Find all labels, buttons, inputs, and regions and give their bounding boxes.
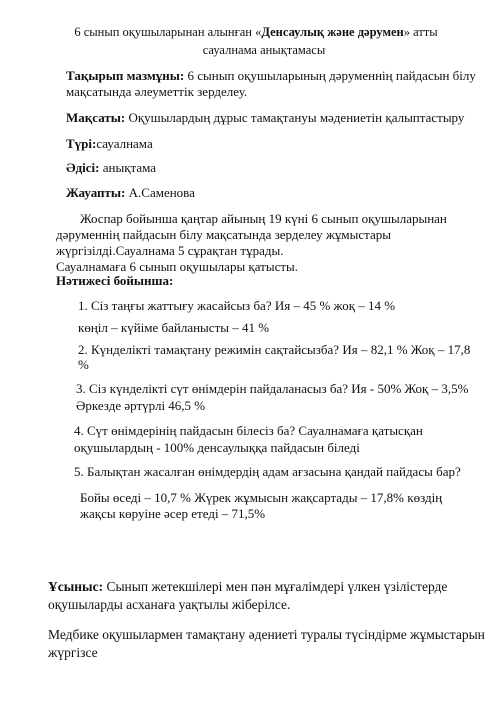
intro-line-2: дәруменнің пайдасын білу мақсатында зерделеу жұмыстары	[56, 227, 391, 242]
question-5-line-1: 5. Балықтан жасалған өнімдердің адам ағзасына қандай пайдасы бар?	[74, 464, 461, 479]
type-label: Түрі:	[66, 136, 97, 151]
topic-line-1	[66, 68, 476, 85]
method-line	[66, 160, 156, 177]
proposal-line-1	[48, 578, 447, 596]
responsible-text: А.Саменова	[125, 185, 195, 200]
results-title	[56, 273, 173, 290]
question-1-line-2: көңіл – күйіме байланысты – 41 %	[78, 320, 270, 335]
header-line-2: сауалнама анықтамасы	[202, 43, 326, 57]
proposal-label: Ұсыныс:	[48, 579, 104, 594]
intro-line-4: Сауалнамаға 6 сынып оқушылары қатысты.	[56, 259, 299, 274]
topic-text: 6 сынып оқушыларының дәруменнің пайдасын білу	[184, 68, 476, 83]
question-2-line-2: %	[78, 357, 89, 372]
responsible-label: Жауапты:	[66, 185, 126, 200]
question-4-line-1: 4. Сүт өнімдерінің пайдасын білесіз ба? Сауалнамаға қатысқан	[74, 423, 423, 438]
question-3-line-2: Әркезде әртүрлі 46,5 %	[76, 398, 206, 413]
proposal-line-4: жүргізсе	[48, 645, 98, 660]
header-line-1	[36, 24, 476, 40]
method-text: анықтама	[99, 160, 157, 175]
header-post: » атты	[403, 25, 438, 39]
header-pre: 6 сынып оқушыларынан алынған «	[74, 25, 262, 39]
intro-line-3: жүргізілді.Сауалнама 5 сұрақтан тұрады.	[56, 243, 284, 258]
question-4-line-2: оқушылардың - 100% денсаулыққа пайдасын біледі	[74, 440, 360, 455]
results-title-text: Нәтижесі бойынша:	[56, 273, 174, 288]
goal-text: Оқушылардың дұрыс тамақтануы мәдениетін қалыптастыру	[125, 110, 465, 125]
header-bold-title: Денсаулық және дәрумен	[261, 25, 404, 39]
goal-line	[66, 110, 464, 127]
proposal-line-2: оқушыларды асханаға уақтылы жіберілсе.	[48, 597, 291, 612]
type-text: сауалнама	[96, 136, 153, 151]
topic-label: Тақырып мазмұны:	[66, 68, 185, 83]
question-5-line-2: Бойы өседі – 10,7 % Жүрек жұмысын жақсартады – 17,8% көздің	[80, 490, 443, 505]
question-3-line-1: 3. Сіз күнделікті сүт өнімдерін пайдаланасыз ба? Ия - 50% Жоқ – 3,5%	[76, 381, 469, 396]
topic-line-2: мақсатында әлеуметтік зерделеу.	[66, 84, 248, 99]
proposal-text-1: Сынып жетекшілері мен пән мұғалімдері үлкен үзілістерде	[103, 579, 448, 594]
responsible-line	[66, 185, 195, 202]
type-line	[66, 136, 153, 153]
question-2-line-1: 2. Күнделікті тамақтану режимін сақтайсызба? Ия – 82,1 % Жоқ – 17,8	[78, 342, 471, 357]
method-label: Әдісі:	[66, 160, 100, 175]
proposal-line-3: Медбике оқушылармен тамақтану әдениеті туралы түсіндірме жұмыстарын	[48, 627, 485, 642]
intro-line-1: Жоспар бойынша қаңтар айының 19 күні 6 сынып оқушыларынан	[80, 211, 447, 226]
goal-label: Мақсаты:	[66, 110, 126, 125]
question-5-line-3: жақсы көруіне әсер етеді – 71,5%	[80, 506, 266, 521]
question-1-line-1: 1. Сіз таңғы жаттығу жасайсыз ба? Ия – 45 % жоқ – 14 %	[78, 298, 396, 313]
